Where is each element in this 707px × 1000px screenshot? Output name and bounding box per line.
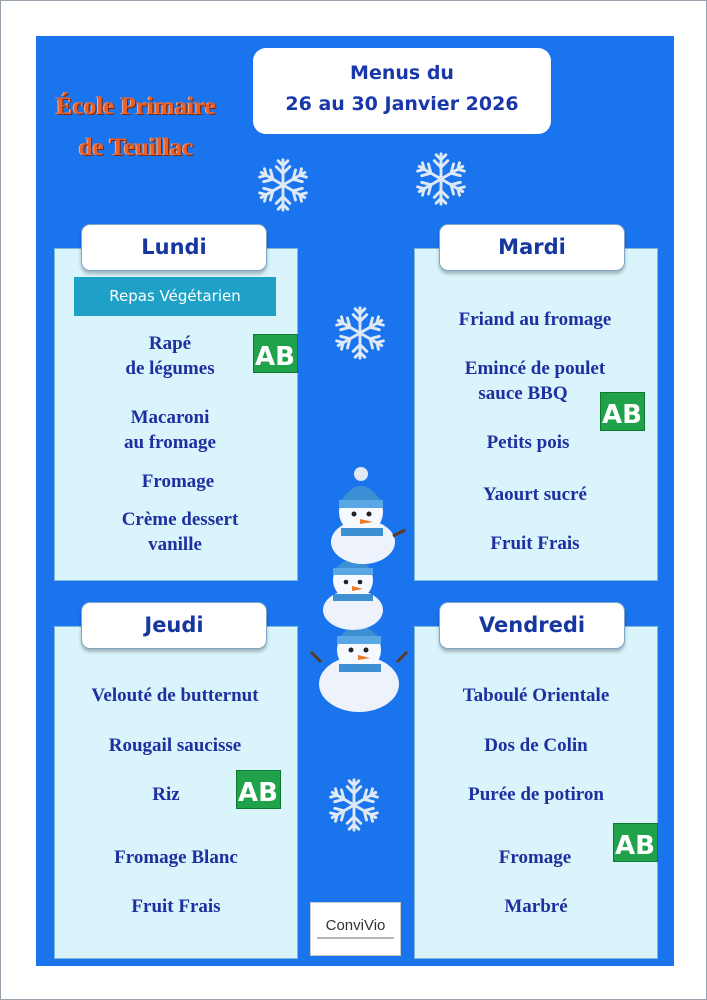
menu-item: Marbré <box>504 896 568 917</box>
svg-text:AB: AB <box>615 831 655 861</box>
menu-item: Emincé de poulet <box>464 358 606 379</box>
caterer-logo-text: ConviVio <box>325 917 386 934</box>
menu-item: Fromage <box>141 471 215 492</box>
menu-item: Yaourt sucré <box>483 484 587 505</box>
snowman-icon <box>303 462 411 714</box>
menu-item: Fruit Frais <box>131 896 221 917</box>
school-name <box>56 86 216 168</box>
menu-item: Rougail saucisse <box>108 735 242 756</box>
organic-ab-icon <box>613 823 658 862</box>
menu-item: Velouté de butternut <box>91 685 259 706</box>
day-tab-lundi: Lundi <box>81 224 267 271</box>
menu-item: Crème dessert <box>121 509 239 530</box>
vegetarian-badge: Repas Végétarien <box>74 277 276 316</box>
menu-item: Riz <box>152 784 180 805</box>
organic-ab-icon <box>600 392 645 431</box>
svg-text:AB: AB <box>602 400 642 430</box>
day-tab-mardi: Mardi <box>439 224 625 271</box>
svg-text:AB: AB <box>238 778 278 808</box>
menu-item: Taboulé Orientale <box>462 685 610 706</box>
caterer-logo-underline <box>317 937 394 939</box>
menu-item: Dos de Colin <box>484 735 588 756</box>
menu-item: Fromage Blanc <box>114 847 238 868</box>
svg-text:AB: AB <box>255 342 295 372</box>
menu-title-box <box>253 48 551 134</box>
caterer-logo <box>310 902 401 956</box>
menu-item: Friand au fromage <box>458 309 612 330</box>
menu-item: Macaroni <box>130 407 210 428</box>
menu-title: Menus du <box>350 62 454 84</box>
menu-item: Purée de potiron <box>468 784 604 805</box>
day-tab-jeudi: Jeudi <box>81 602 267 649</box>
menu-item: sauce BBQ <box>478 383 568 404</box>
organic-ab-icon <box>236 770 281 809</box>
menu-item: Rapé <box>148 333 192 354</box>
snowflake-icon <box>412 150 470 208</box>
school-name-line2: de Teuillac <box>78 134 194 161</box>
menu-item: Fruit Frais <box>490 533 580 554</box>
day-tab-vendredi: Vendredi <box>439 602 625 649</box>
menu-item: de légumes <box>125 358 215 379</box>
menu-item: Fromage <box>498 847 572 868</box>
school-name-line1: École Primaire <box>56 93 216 120</box>
organic-ab-icon <box>253 334 298 373</box>
snowflake-icon <box>331 304 389 362</box>
menu-dates: 26 au 30 Janvier 2026 <box>285 93 519 115</box>
menu-item: Petits pois <box>486 432 570 453</box>
snowflake-icon <box>254 156 312 214</box>
menu-item: vanille <box>148 534 202 555</box>
snowflake-icon <box>325 776 383 834</box>
menu-item: au fromage <box>124 432 216 453</box>
